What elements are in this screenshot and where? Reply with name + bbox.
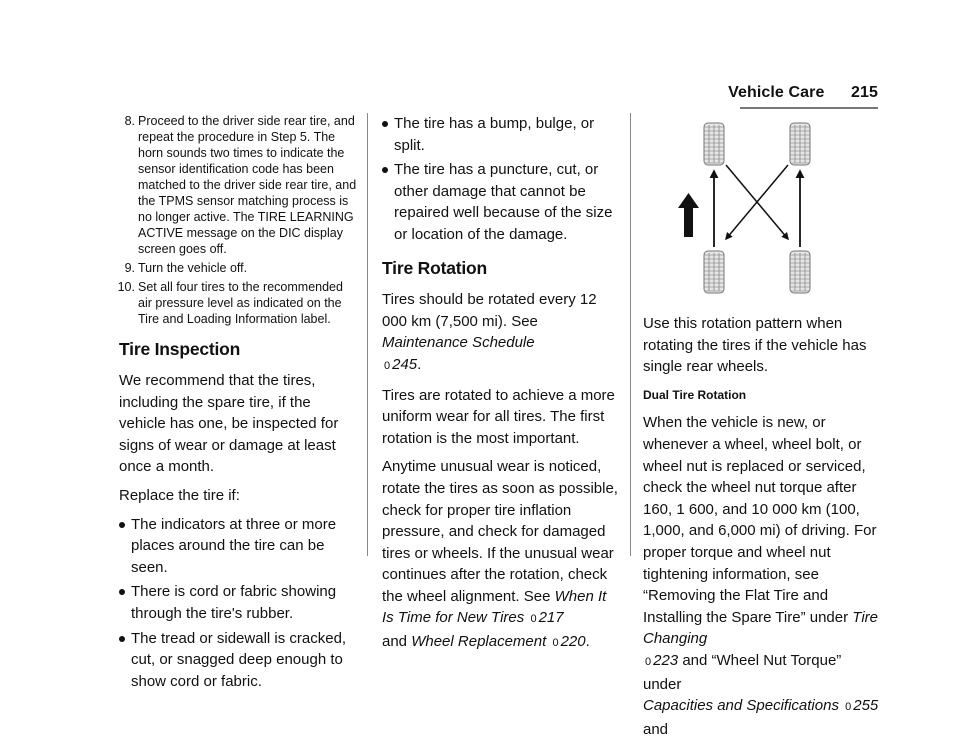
list-item: The tire has a puncture, cut, or other damage that cannot be repaired well because of the size or location of the damage. xyxy=(382,159,618,245)
page-ref[interactable]: 245 xyxy=(392,355,418,373)
column-3 xyxy=(643,113,879,747)
link-new-tires[interactable]: When It Is Time for New Tires xyxy=(382,587,607,627)
bullet-icon xyxy=(382,121,388,127)
tire-front-left xyxy=(704,123,724,165)
replace-intro: Replace the tire if: xyxy=(119,486,240,504)
step-item: 8. Proceed to the driver side rear tire, and repeat the procedure in Step 5. The horn sounds two times to indicate the sensor identification code has been matched to the driver side rear tire, and the TPMS sensor matching process is no longer active. The TIRE LEARNING ACTIVE message on the DIC display screen goes off. xyxy=(124,114,357,256)
link-wheel-replacement[interactable]: Wheel Replacement xyxy=(411,633,547,651)
bullet-icon xyxy=(119,589,125,595)
dual-rotation-paragraph: When the vehicle is new, or whenever a wheel, wheel bolt, or wheel nut is replaced or serviced, check the wheel nut torque after 160, 1 600, and 10 000 km (100, 1,000, and 6,000 mi) of driving. For proper torque and wheel nut tightening information, see “Removing the Flat Tire and Installing the Spare Tire” under Tire Changing 0 223 and “Wheel Nut Torque” under Capacities and Specifications 0 255 and xyxy=(643,414,879,738)
page-ref-icon: 0 xyxy=(530,613,537,626)
step-item: 9. Turn the vehicle off. xyxy=(124,261,248,275)
page-ref-icon: 0 xyxy=(384,359,391,372)
tire-inspection-heading: Tire Inspection xyxy=(119,339,241,359)
link-maintenance-schedule[interactable]: Maintenance Schedule xyxy=(382,334,535,352)
replace-list xyxy=(119,514,357,693)
tire-rear-right xyxy=(790,251,810,293)
diagram-caption: Use this rotation pattern when rotating the tires if the vehicle has single rear wheels. xyxy=(643,315,867,376)
tire-rear-left xyxy=(704,251,724,293)
column-divider xyxy=(367,113,368,556)
column-1 xyxy=(119,113,357,695)
page-header xyxy=(728,84,878,102)
step-item: 10. Set all four tires to the recommended air pressure level as indicated on the Tire and Loading Information label. xyxy=(117,280,343,326)
page-ref-icon: 0 xyxy=(552,637,559,650)
header-rule xyxy=(740,107,878,109)
rotation-paragraph-1: Tires should be rotated every 12 000 km (7,500 mi). See Maintenance Schedule 0 245. xyxy=(382,291,597,373)
column-divider xyxy=(630,113,631,556)
rotation-paragraph-3: Anytime unusual wear is noticed, rotate the tires as soon as possible, check for proper tire inflation pressure, and check for damaged tires or wheels. If the unusual wear continues after the rotation, check the wheel alignment. See When It Is Time for New Tires 0 217 and Wheel Replacement 0 220. xyxy=(382,458,618,651)
page-ref-icon: 0 xyxy=(845,701,852,714)
bullet-icon xyxy=(119,636,125,642)
link-tire-changing[interactable]: Tire Changing xyxy=(643,608,878,648)
link-capacities-specifications[interactable]: Capacities and Specifications xyxy=(643,697,839,715)
tire-rotation-heading: Tire Rotation xyxy=(382,257,487,278)
list-item: There is cord or fabric showing through the tire's rubber. xyxy=(119,581,357,624)
column-2 xyxy=(382,113,618,662)
bullet-icon xyxy=(119,522,125,528)
tire-rotation-diagram xyxy=(643,113,879,313)
rotation-pattern-svg xyxy=(643,113,879,313)
page-ref[interactable]: 220 xyxy=(560,633,586,651)
forward-direction-icon xyxy=(678,193,699,237)
page-ref[interactable]: 217 xyxy=(538,609,564,627)
tpms-steps xyxy=(119,113,357,327)
inspection-paragraph: We recommend that the tires, including the spare tire, if the vehicle has one, be inspected for signs of wear or damage at least once a month. xyxy=(119,372,339,476)
section-title: Vehicle Care xyxy=(728,84,825,101)
page-ref-icon: 0 xyxy=(645,655,652,668)
bullet-icon xyxy=(382,167,388,173)
page-ref[interactable]: 223 xyxy=(653,651,679,669)
list-item: The tread or sidewall is cracked, cut, or snagged deep enough to show cord or fabric. xyxy=(119,628,357,693)
list-item: The tire has a bump, bulge, or split. xyxy=(382,113,618,156)
dual-tire-rotation-heading: Dual Tire Rotation xyxy=(643,387,747,402)
list-item: The indicators at three or more places around the tire can be seen. xyxy=(119,514,357,579)
page-ref[interactable]: 255 xyxy=(853,697,879,715)
tire-front-right xyxy=(790,123,810,165)
page-number: 215 xyxy=(851,84,878,101)
rotation-paragraph-2: Tires are rotated to achieve a more uniform wear for all tires. The first rotation is the most important. xyxy=(382,386,615,447)
replace-list-continued xyxy=(382,113,618,246)
